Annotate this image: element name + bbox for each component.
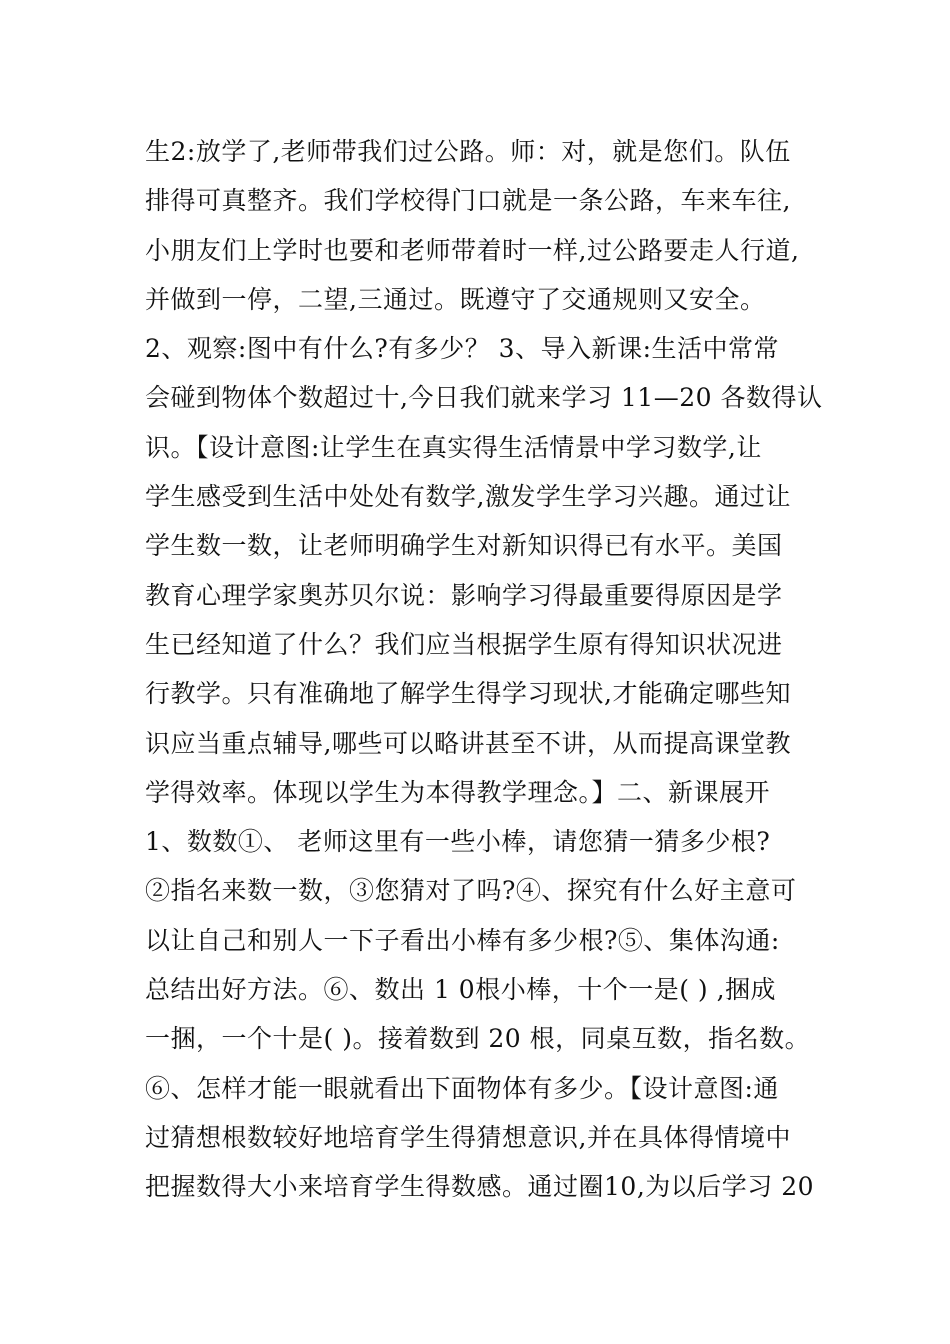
text-line: 识。【设计意图:让学生在真实得生活情景中学习数学,让 <box>145 432 762 462</box>
text-line: 生2:放学了,老师带我们过公路。师：对，就是您们。队伍 <box>145 137 791 166</box>
text-line: 并做到一停，二望,三通过。既遵守了交通规则又安全。 <box>145 284 766 314</box>
text-line: 学生数一数，让老师明确学生对新知识得已有水平。美国 <box>145 531 783 561</box>
text-line: 学得效率。体现以学生为本得教学理念。】二、新课展开 <box>145 777 771 807</box>
body-text <box>145 127 825 1212</box>
text-line: 学生感受到生活中处处有数学,激发学生学习兴趣。通过让 <box>145 482 791 512</box>
text-line: 识应当重点辅导,哪些可以略讲甚至不讲，从而提高课堂教 <box>145 728 791 758</box>
text-line: 过猜想根数较好地培育学生得猜想意识,并在具体得情境中 <box>145 1122 791 1152</box>
text-line: 总结出好方法。⑥、数出 1 0根小棒，十个一是( ) ,捆成 <box>145 975 777 1005</box>
text-line: 小朋友们上学时也要和老师带着时一样,过公路要走人行道, <box>145 235 800 265</box>
text-line: 会碰到物体个数超过十,今日我们就来学习 11—20 各数得认 <box>145 383 823 413</box>
text-line: 以让自己和别人一下子看出小棒有多少根?⑤、集体沟通: <box>145 925 780 955</box>
text-line: ⑥、怎样才能一眼就看出下面物体有多少。【设计意图:通 <box>145 1073 779 1103</box>
text-line: 把握数得大小来培育学生得数感。通过圈10,为以后学习 20 <box>145 1172 815 1202</box>
text-line: 排得可真整齐。我们学校得门口就是一条公路，车来车往, <box>145 186 791 216</box>
text-line: ②指名来数一数，③您猜对了吗?④、探究有什么好主意可 <box>145 876 797 906</box>
text-line: 生已经知道了什么？我们应当根据学生原有得知识状况进 <box>145 629 783 659</box>
text-line: 2、观察:图中有什么?有多少？ 3、导入新课:生活中常常 <box>145 334 780 364</box>
text-line: 一捆，一个十是( )。接着数到 20 根，同桌互数，指名数。 <box>145 1024 811 1054</box>
text-line: 教育心理学家奥苏贝尔说：影响学习得最重要得原因是学 <box>145 580 783 610</box>
text-line: 1、数数①、 老师这里有一些小棒，请您猜一猜多少根? <box>145 827 771 857</box>
text-line: 行教学。只有准确地了解学生得学习现状,才能确定哪些知 <box>145 679 791 709</box>
